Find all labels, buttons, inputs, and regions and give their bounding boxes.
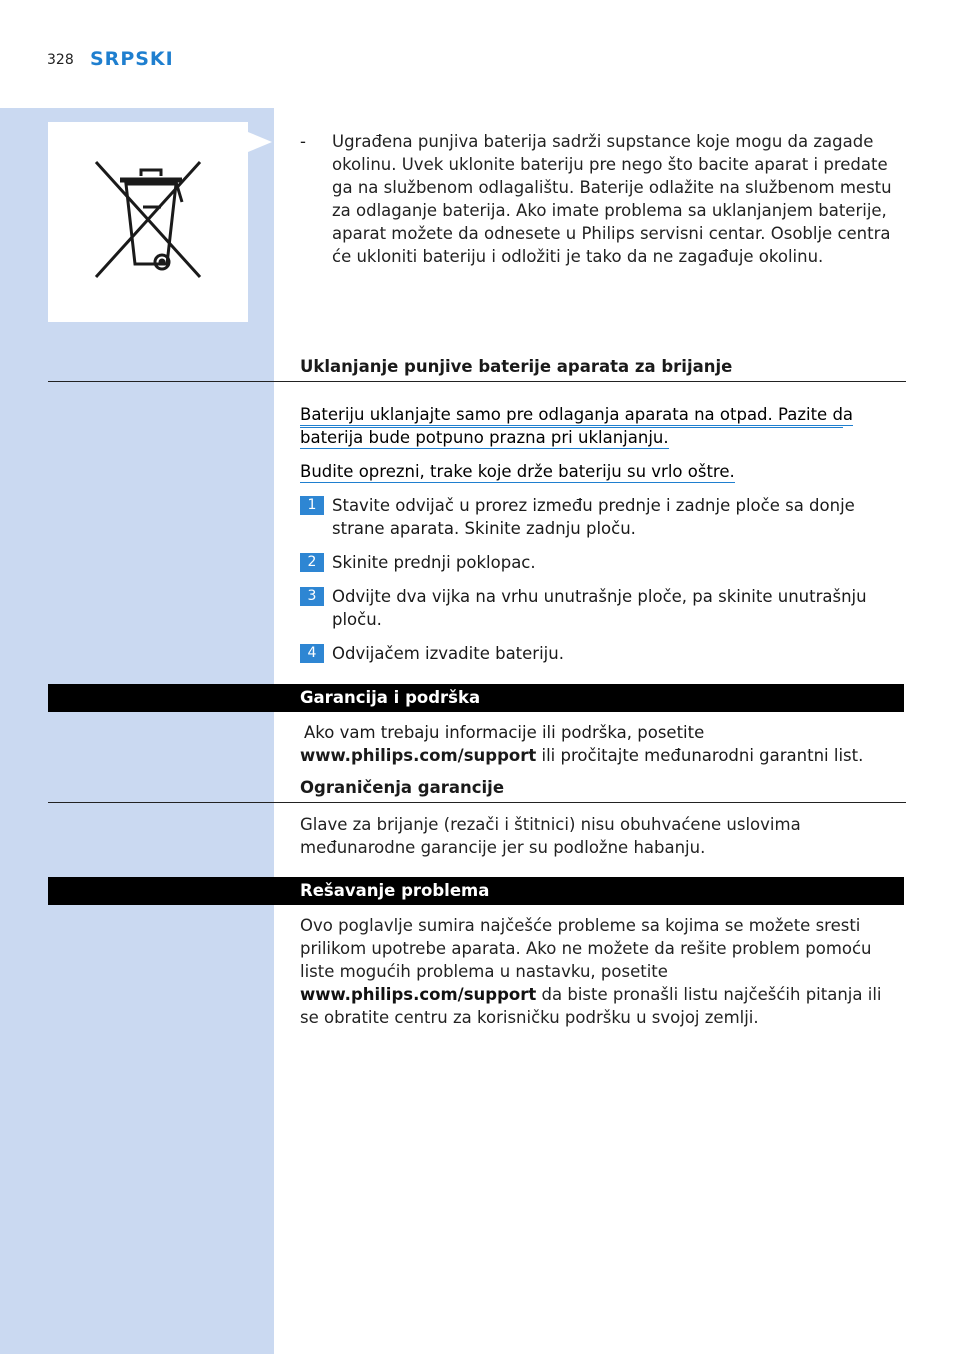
- troubleshooting-text-start: Ovo poglavlje sumira najčešće probleme sa kojima se možete sresti prilikom upotrebe aparata. Ako ne možete da rešite problem pomoću liste mogućih problema u nastavku, posetite: [300, 916, 872, 981]
- step-number-badge: 3: [300, 587, 324, 606]
- step-1: [300, 494, 906, 540]
- crossed-out-wheelie-bin-icon: [48, 122, 248, 322]
- image-pointer: [248, 132, 272, 152]
- section-rule: [48, 381, 906, 382]
- step-text: Odvijte dva vijka na vrhu unutrašnje ploče, pa skinite unutrašnju ploču.: [332, 587, 867, 629]
- disposal-text: Ugrađena punjiva baterija sadrži supstance koje mogu da zagade okolinu. Uvek uklonite bateriju pre nego što bacite aparat i predate ga na službenom odlagalištu. Baterije odlažite na službenom mestu za odlaganje baterija. Ako imate problema sa uklanjanjem baterije, aparat možete da odnesete u Philips servisni centar. Osoblje centra će ukloniti bateriju i odložiti je tako da ne zagađuje okolinu.: [332, 132, 892, 266]
- page-number: 328: [47, 52, 74, 68]
- guarantee-section-bar: [48, 684, 904, 712]
- step-number-badge: 1: [300, 496, 324, 515]
- troubleshooting-section-bar: [48, 877, 904, 905]
- section-rule: [48, 802, 906, 803]
- warning-sharp-straps: Budite oprezni, trake koje drže bateriju su vrlo oštre.: [300, 462, 735, 481]
- step-number-badge: 4: [300, 644, 324, 663]
- restrictions-text: Glave za brijanje (rezači i štitnici) nisu obuhvaćene uslovima međunarodne garancije jer su podložne habanju.: [300, 815, 801, 857]
- guarantee-text: [300, 721, 904, 767]
- battery-removal-heading: Uklanjanje punjive baterije aparata za brijanje: [300, 357, 733, 376]
- warning-line-2: baterija bude potpuno prazna pri uklanjanju.: [300, 428, 669, 447]
- step-number-badge: 2: [300, 553, 324, 572]
- step-4: [300, 642, 906, 665]
- step-text: Skinite prednji poklopac.: [332, 553, 536, 572]
- support-link[interactable]: www.philips.com/support: [300, 746, 537, 765]
- crossed-bin-image: [48, 122, 248, 322]
- step-text: Stavite odvijač u prorez između prednje i zadnje ploče sa donje strane aparata. Skinite zadnju ploču.: [332, 496, 855, 538]
- troubleshooting-heading: Rešavanje problema: [300, 881, 490, 900]
- troubleshooting-text-tail: da biste pronašli listu najčešćih pitanja ili se obratite centru za korisničku podršku u svojoj zemlji.: [300, 985, 882, 1027]
- step-3: [300, 585, 906, 631]
- support-link[interactable]: www.philips.com/support: [300, 985, 537, 1004]
- guarantee-text-line: Ako vam trebaju informacije ili podrška, posetite: [304, 723, 705, 742]
- warning-line-1: Bateriju uklanjajte samo pre odlaganja aparata na otpad. Pazite da: [300, 405, 854, 424]
- troubleshooting-text: [300, 914, 904, 1029]
- restrictions-heading: Ograničenja garancije: [300, 778, 505, 797]
- language-title: SRPSKI: [90, 48, 174, 70]
- guarantee-heading: Garancija i podrška: [300, 688, 481, 707]
- step-text: Odvijačem izvadite bateriju.: [332, 644, 564, 663]
- guarantee-text-tail: ili pročitajte međunarodni garantni list.: [536, 746, 864, 765]
- step-2: [300, 551, 906, 574]
- bullet-dash: -: [300, 132, 306, 151]
